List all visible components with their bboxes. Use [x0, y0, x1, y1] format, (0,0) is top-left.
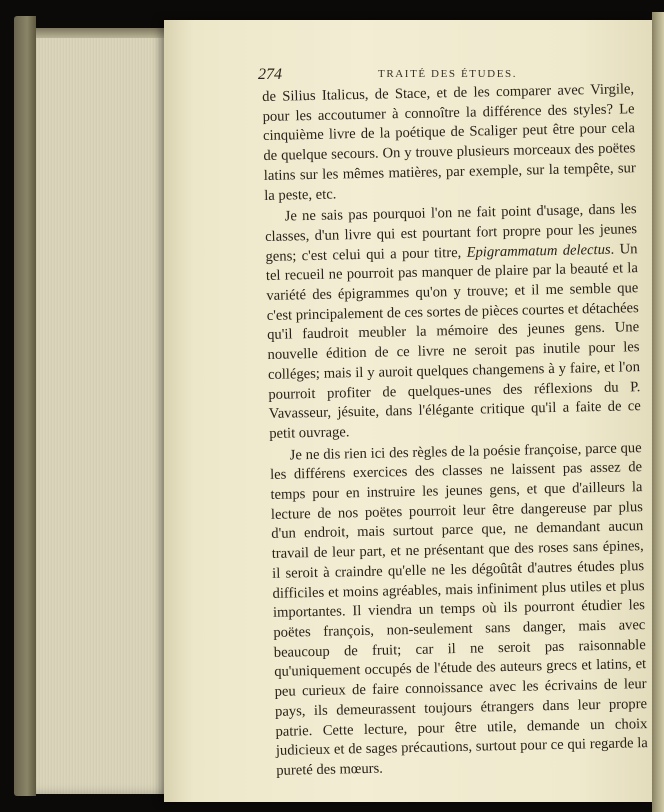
- paragraph-1: de Silius Italicus, de Stace, et de les comparer avec Virgile, pour les accoutumer à connoître la différence des styles? Le cinquième livre de la poétique de Scaliger peut être pour cela de quelque secours. On y trouve plusieurs morceaux des poëtes latins sur les mêmes matières, par exemple, sur la tempête, sur la peste, etc.: [262, 81, 636, 204]
- page-text: [262, 80, 648, 783]
- paragraph-2: [265, 200, 642, 444]
- page-number: 274: [258, 66, 282, 83]
- book-cover: [14, 16, 36, 796]
- paragraph-2-end: . Un tel recueil ne pourroit pas manquer de plaire par la beauté et la variété des épigrammes qu'on y trouve; et il me semble que c'est principalement de ces sortes de pièces courtes et détachées qu'il faudroit meubler la mémoire des jeunes gens. Une nouvelle édition de ce livre ne seroit pas inutile pour les colléges; mais il y auroit quelques changemens à y faire, et l'on pourroit profiter de quelques-unes des réflexions du P. Vavasseur, jésuite, dans l'élégante critique qu'il a faite de ce petit ouvrage.: [265, 240, 641, 442]
- facing-page-edge: [652, 12, 664, 812]
- open-book: [14, 12, 664, 802]
- page-edges: [36, 28, 172, 794]
- book-title: Epigrammatum delectus: [466, 241, 611, 261]
- paragraph-2-start: Je ne sais pas pourquoi l'on ne fait point d'usage, dans les classes, d'un livre qui est pourtant fort propre pour les jeunes gens; c'est celui qui a pour titre,: [264, 201, 638, 265]
- running-title: TRAITÉ DES ÉTUDES.: [378, 68, 518, 80]
- book-page: [164, 20, 652, 802]
- paragraph-3: Je ne dis rien ici des règles de la poésie françoise, parce que les différens exercices des classes ne laissent pas assez de temps pour en instruire les jeunes gens, et que d'ailleurs la lecture de nos poëtes pourroit leur être dangereuse par plus d'un endroit, mais surtout parce que, ne demandant aucun travail de leur part, et ne présentant que des roses sans épines, il seroit à craindre qu'elle ne les dégoûtât d'autres études plus difficiles et moins agréables, mais infiniment plus utiles et plus importantes. Il viendra un temps où ils pourront étudier les poëtes françois, non-seulement sans danger, mais avec beaucoup de fruit; car il ne seroit pas raisonnable qu'uniquement occupés de l'étude des auteurs grecs et latins, et peu curieux de faire connoissance avec les écrivains de leur pays, ils demeurassent toujours étrangers dans leur propre patrie. Cette lecture, pour être utile, demande un choix judicieux et de sages précautions, surtout pour ce qui regarde la pureté des mœurs.: [269, 439, 648, 779]
